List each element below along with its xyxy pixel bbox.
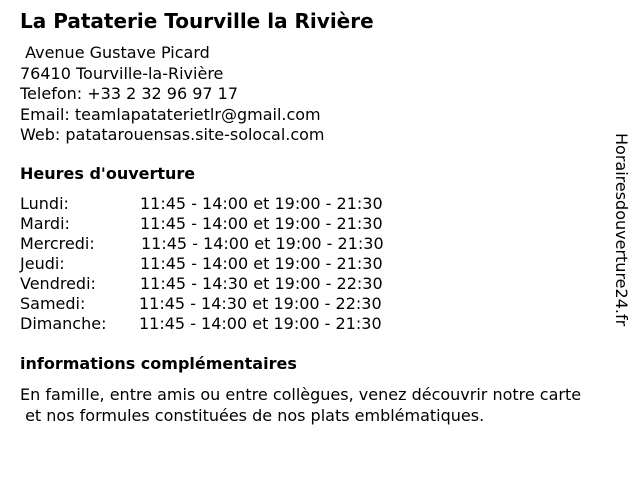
hours-row-thursday: [20, 254, 440, 274]
info-line-1: En famille, entre amis ou entre collègues, venez découvrir notre carte: [20, 385, 582, 404]
site-watermark: [612, 133, 632, 345]
hours-row-tuesday: [20, 214, 440, 234]
email-line: Email: teamlapataterietlr@gmail.com: [20, 104, 321, 124]
day-label: Vendredi:: [20, 274, 96, 293]
time-range: 11:45 - 14:00 et 19:00 - 21:30: [140, 254, 383, 273]
day-label: Lundi:: [20, 194, 69, 213]
time-range: 11:45 - 14:00 et 19:00 - 21:30: [141, 234, 384, 253]
day-label: Samedi:: [20, 294, 86, 313]
web-line: Web: patatarouensas.site-solocal.com: [20, 125, 325, 144]
time-range: 11:45 - 14:30 et 19:00 - 22:30: [140, 274, 383, 293]
day-label: Mercredi:: [20, 234, 95, 253]
info-line-2: et nos formules constituées de nos plats emblématiques.: [20, 406, 485, 425]
time-range: 11:45 - 14:00 et 19:00 - 21:30: [140, 214, 383, 233]
address-street: Avenue Gustave Picard: [20, 43, 210, 62]
contact-block: [20, 43, 325, 146]
time-range: 11:45 - 14:00 et 19:00 - 21:30: [139, 314, 382, 333]
watermark-text: Horairesdouverture24.fr: [612, 133, 631, 327]
phone-line: Telefon: +33 2 32 96 97 17: [20, 84, 239, 103]
address-city: 76410 Tourville-la-Rivière: [20, 63, 224, 83]
day-label: Dimanche:: [20, 314, 107, 333]
hours-row-friday: [20, 274, 440, 294]
info-description: [20, 384, 581, 426]
hours-row-monday: [20, 194, 440, 214]
info-heading: informations complémentaires: [20, 354, 297, 373]
hours-heading: Heures d'ouverture: [20, 164, 196, 183]
opening-hours-table: [20, 194, 440, 334]
business-name: La Pataterie Tourville la Rivière: [20, 9, 374, 33]
hours-row-wednesday: [20, 234, 440, 254]
hours-row-saturday: [20, 294, 440, 314]
day-label: Jeudi:: [20, 254, 65, 273]
time-range: 11:45 - 14:00 et 19:00 - 21:30: [140, 194, 383, 213]
day-label: Mardi:: [20, 214, 70, 233]
hours-row-sunday: [20, 314, 440, 334]
time-range: 11:45 - 14:30 et 19:00 - 22:30: [139, 294, 382, 313]
